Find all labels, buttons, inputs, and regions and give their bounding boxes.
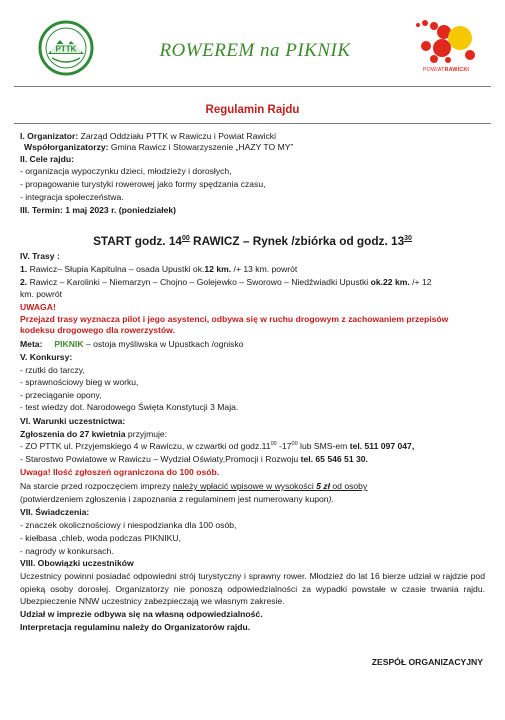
registration-starostwo bbox=[20, 454, 368, 465]
finish-piknik: PIKNIK bbox=[54, 339, 84, 349]
pttk-phone: tel. 511 097 047, bbox=[349, 441, 415, 451]
fee-confirmation-text: (potwierdzeniem zgłoszenia i zapoznania z regulaminem jest numerowany kupon bbox=[20, 494, 329, 504]
pttk-logo bbox=[38, 20, 94, 76]
hours-end-minutes: 00 bbox=[291, 441, 298, 448]
route-1-return: /+ 13 km. powrót bbox=[231, 264, 298, 274]
contests-label: V. Konkursy: bbox=[20, 352, 73, 362]
route-1 bbox=[20, 264, 297, 275]
logo-text-rawicki: RAWICKI bbox=[444, 67, 470, 73]
hours-start-minutes: 00 bbox=[270, 441, 277, 448]
route-2-distance: ok.22 km. bbox=[370, 277, 410, 287]
goals-label: II. Cele rajdu: bbox=[20, 154, 74, 164]
finish-text: – ostoja myśliwska w Upustkach /ognisko bbox=[83, 339, 244, 349]
fee-per-person: od osoby bbox=[329, 481, 368, 491]
organizer-label: I. Organizator: bbox=[20, 131, 79, 141]
goal-item: - integracja społeczeństwa. bbox=[20, 192, 124, 202]
warning-text: kodeksu drogowego dla rowerzystów. bbox=[20, 325, 175, 335]
start-line bbox=[0, 234, 505, 248]
benefit-item: - nagrody w konkursach. bbox=[20, 546, 114, 556]
finish-label: Meta: bbox=[20, 339, 43, 349]
sms-text: lub SMS-em bbox=[297, 441, 350, 451]
fee-amount: 5 zł bbox=[316, 481, 330, 491]
route-1-number: 1. bbox=[20, 264, 30, 274]
registration-text: przyjmuje: bbox=[125, 429, 168, 439]
header-divider bbox=[14, 86, 491, 87]
coorganizers-line bbox=[24, 142, 293, 153]
route-2-text: Rawicz – Karolinki – Niemarzyn – Chojno – Golejewko – Sworowo – Niedźwiadki Upustki bbox=[29, 277, 371, 287]
svg-text:PTTK: PTTK bbox=[55, 44, 77, 54]
contest-item: - przeciąganie opony, bbox=[20, 390, 102, 400]
registration-pttk-text: - ZO PTTK ul. Przyjemskiego 4 w Rawiczu, w czwartki od godz.11 bbox=[20, 441, 271, 451]
heading-divider bbox=[14, 123, 491, 124]
start-time-text: START godz. 14 bbox=[93, 234, 182, 248]
start-place-text: RAWICZ – Rynek /zbiórka od godz. 13 bbox=[189, 234, 405, 248]
goal-item: - propagowanie turystyki rowerowej jako formy spędzania czasu, bbox=[20, 179, 266, 189]
term-line: III. Termin: 1 maj 2023 r. (poniedziałek) bbox=[20, 205, 177, 215]
limit-notice: Uwaga! Ilość zgłoszeń ograniczona do 100 osób. bbox=[20, 467, 220, 477]
organizer-text: Zarząd Oddziału PTTK w Rawiczu i Powiat Rawicki bbox=[78, 131, 276, 141]
route-1-text: Rawicz– Słupia Kapitulna – osada Upustki ok. bbox=[29, 264, 205, 274]
routes-label: IV. Trasy : bbox=[20, 251, 60, 261]
contest-item: - sprawnościowy bieg w worku, bbox=[20, 377, 139, 387]
fee-line bbox=[20, 481, 367, 492]
route-2 bbox=[20, 277, 432, 288]
coorganizers-text: Gmina Rawicz i Stowarzyszenie „HAZY TO MY” bbox=[108, 142, 294, 152]
fee-confirmation-end: ). bbox=[328, 494, 334, 504]
hours-end: -17 bbox=[276, 441, 292, 451]
conditions-label: VI. Warunki uczestnictwa: bbox=[20, 416, 126, 426]
route-2-continued: km. powrót bbox=[20, 289, 63, 299]
organizer-line bbox=[20, 131, 276, 142]
page-title: ROWEREM na PIKNIK bbox=[159, 40, 351, 61]
registration-line bbox=[20, 429, 167, 440]
duties-text: Uczestnicy powinni posiadać odpowiedni strój turystyczny i sprawny rower. Młodzież do lat 16 bierze udział w rajdzie pod opieką osoby dorosłej. Organizatorzy nie ponoszą odpowiedzialności za wypadki powstałe w czasie trwania rajdu. Ubezpieczenie NNW uczestnicy zabezpieczają we własnym zakresie. bbox=[20, 571, 485, 606]
gathering-time-minutes: 30 bbox=[404, 235, 412, 243]
powiat-rawicki-logo bbox=[408, 18, 484, 80]
contest-item: - test wiedzy dot. Narodowego Święta Konstytucji 3 Maja. bbox=[20, 402, 239, 412]
benefit-item: - kiełbasa ,chleb, woda podczas PIKNIKU, bbox=[20, 533, 181, 543]
registration-starostwo-text: - Starostwo Powiatowe w Rawiczu – Wydział Oświaty,Promocji i Rozwoju bbox=[20, 454, 301, 464]
fee-confirmation bbox=[20, 494, 334, 505]
own-risk-notice: Udział w imprezie odbywa się na własną odpowiedzialność. bbox=[20, 609, 263, 619]
signature-footer: ZESPÓŁ ORGANIZACYJNY bbox=[371, 657, 483, 667]
duties-label: VIII. Obowiązki uczestników bbox=[20, 558, 134, 568]
warning-label: UWAGA! bbox=[20, 302, 56, 312]
coorganizers-label: Współorganizatorzy: bbox=[24, 142, 109, 152]
warning-text: Przejazd trasy wyznacza pilot i jego asystenci, odbywa się w ruchu drogowym z zachowaniem przepisów bbox=[20, 314, 449, 324]
benefits-label: VII. Świadczenia: bbox=[20, 507, 90, 517]
document-heading: Regulamin Rajdu bbox=[205, 104, 300, 116]
registration-pttk bbox=[20, 441, 414, 452]
logo-text-powiat: POWIAT bbox=[422, 67, 445, 73]
goal-item: - organizacja wypoczynku dzieci, młodzieży i dorosłych, bbox=[20, 166, 232, 176]
route-2-number: 2. bbox=[20, 277, 30, 287]
route-2-return: /+ 12 bbox=[409, 277, 432, 287]
starostwo-phone: tel. 65 546 51 30. bbox=[300, 454, 368, 464]
interpretation-notice: Interpretacja regulaminu należy do Organizatorów rajdu. bbox=[20, 622, 251, 632]
registration-deadline: Zgłoszenia do 27 kwietnia bbox=[20, 429, 126, 439]
fee-requirement: należy wpłacić wpisowe w wysokości bbox=[172, 481, 317, 491]
benefit-item: - znaczek okolicznościowy i niespodzianka dla 100 osób, bbox=[20, 520, 237, 530]
start-time-minutes: 00 bbox=[181, 235, 190, 243]
route-1-distance: 12 km. bbox=[204, 264, 232, 274]
contest-item: - rzutki do tarczy, bbox=[20, 365, 85, 375]
finish-line bbox=[20, 339, 244, 350]
fee-text: Na starcie przed rozpoczęciem imprezy bbox=[20, 481, 173, 491]
